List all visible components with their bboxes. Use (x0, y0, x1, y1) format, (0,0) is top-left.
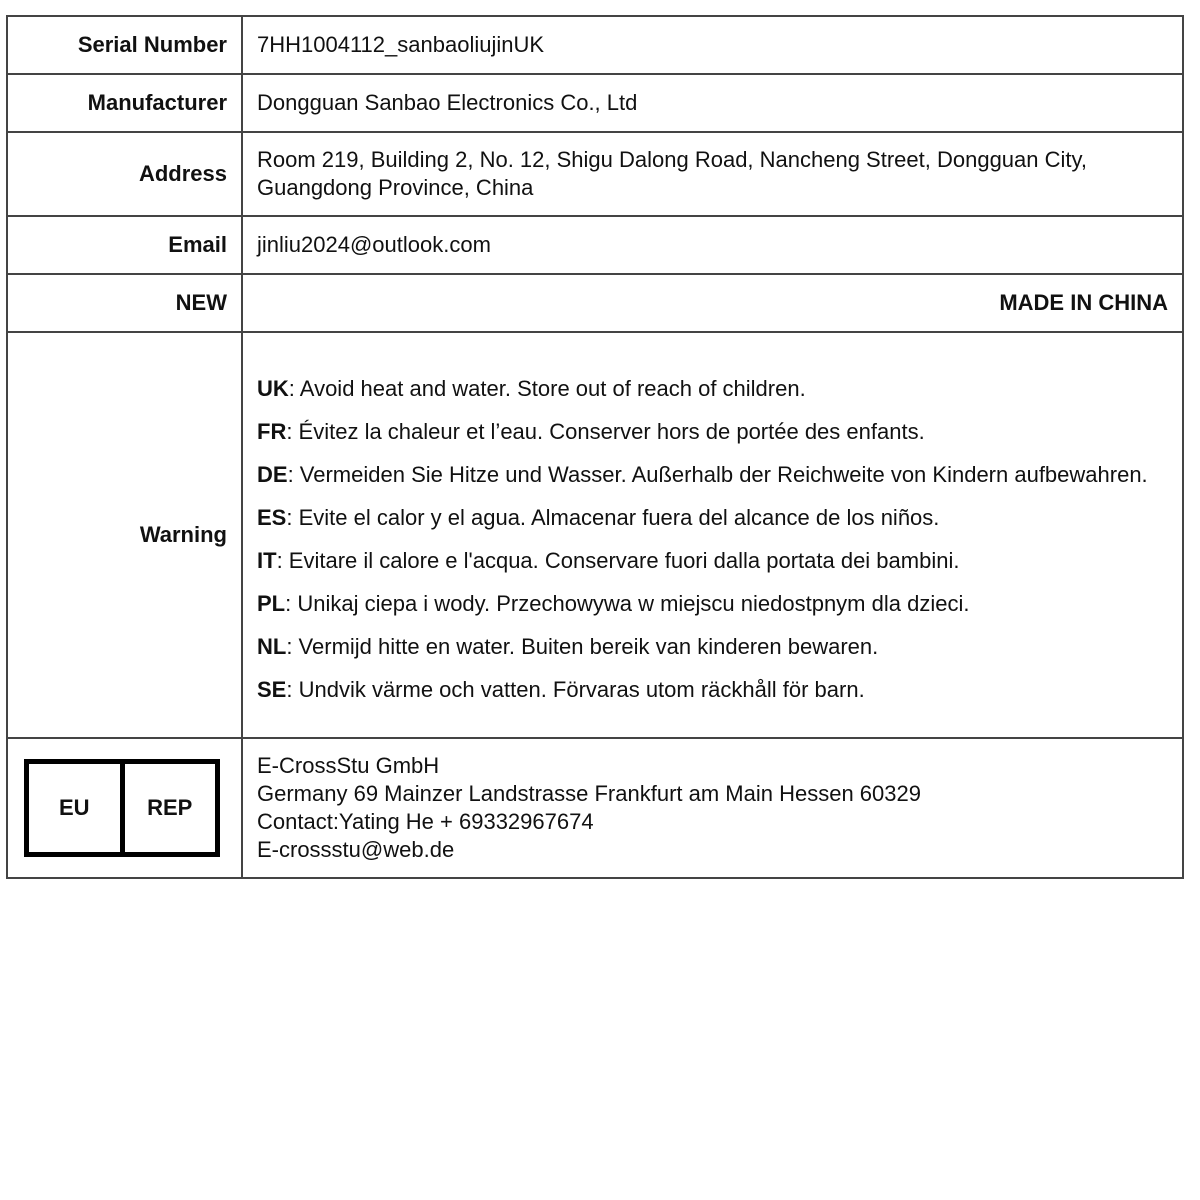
eu-rep-company: E-CrossStu GmbH (257, 753, 440, 778)
warning-code: ES (257, 504, 287, 530)
manufacturer-row (7, 74, 1183, 132)
serial-number-value: 7HH1004112_sanbaoliujinUK (242, 16, 1183, 74)
serial-number-row (7, 16, 1183, 74)
warning-code: SE (257, 676, 287, 702)
warning-list (257, 357, 1168, 714)
eu-rep-address: Germany 69 Mainzer Landstrasse Frankfurt am Main Hessen 60329 (257, 781, 921, 806)
warning-code: DE (257, 461, 288, 487)
serial-number-label: Serial Number (7, 16, 242, 74)
manufacturer-label: Manufacturer (7, 74, 242, 132)
warning-cell (242, 332, 1183, 738)
manufacturer-value: Dongguan Sanbao Electronics Co., Ltd (242, 74, 1183, 132)
warning-line-es (257, 504, 1168, 532)
warning-line-uk (257, 375, 1168, 403)
address-row (7, 132, 1183, 216)
new-label: NEW (7, 274, 242, 332)
warning-code: UK (257, 375, 289, 401)
warning-text: : Avoid heat and water. Store out of reach of children. (288, 375, 806, 401)
warning-text: : Evitare il calore e l'acqua. Conservare fuori dalla portata dei bambini. (276, 547, 960, 573)
eu-rep-symbol-cell (7, 738, 242, 878)
email-value: jinliu2024@outlook.com (242, 216, 1183, 274)
warning-label: Warning (7, 332, 242, 738)
warning-row (7, 332, 1183, 738)
warning-text: : Évitez la chaleur et l’eau. Conserver hors de portée des enfants. (286, 418, 925, 444)
warning-line-fr (257, 418, 1168, 446)
address-label: Address (7, 132, 242, 216)
made-in-china-value: MADE IN CHINA (242, 274, 1183, 332)
warning-line-it (257, 547, 1168, 575)
warning-line-se (257, 676, 1168, 704)
eu-rep-email: E-crossstu@web.de (257, 837, 455, 862)
warning-text: : Undvik värme och vatten. Förvaras utom räckhåll för barn. (286, 676, 865, 702)
warning-text: : Evite el calor y el agua. Almacenar fuera del alcance de los niños. (286, 504, 940, 530)
eu-rep-contact: Contact:Yating He + 69332967674 (257, 809, 594, 834)
warning-text: : Vermeiden Sie Hitze und Wasser. Außerhalb der Reichweite von Kindern aufbewahren. (287, 461, 1148, 487)
address-value: Room 219, Building 2, No. 12, Shigu Dalong Road, Nancheng Street, Dongguan City, Guangdong Province, China (242, 132, 1183, 216)
eu-rep-symbol (24, 759, 220, 857)
eu-rep-symbol-eu: EU (58, 795, 90, 820)
warning-code: FR (257, 418, 287, 444)
eu-rep-row (7, 738, 1183, 878)
warning-code: PL (257, 590, 286, 616)
warning-line-pl (257, 590, 1168, 618)
warning-code: NL (257, 633, 287, 659)
eu-rep-lines (257, 748, 1168, 868)
warning-line-nl (257, 633, 1168, 661)
product-label-table (6, 15, 1184, 879)
origin-row (7, 274, 1183, 332)
warning-code: IT (257, 547, 277, 573)
warning-text: : Unikaj ciepa i wody. Przechowywa w miejscu niedostpnym dla dzieci. (285, 590, 970, 616)
warning-text: : Vermijd hitte en water. Buiten bereik van kinderen bewaren. (286, 633, 879, 659)
eu-rep-details (242, 738, 1183, 878)
email-label: Email (7, 216, 242, 274)
warning-line-de (257, 461, 1168, 489)
eu-rep-symbol-rep: REP (120, 764, 216, 852)
email-row (7, 216, 1183, 274)
